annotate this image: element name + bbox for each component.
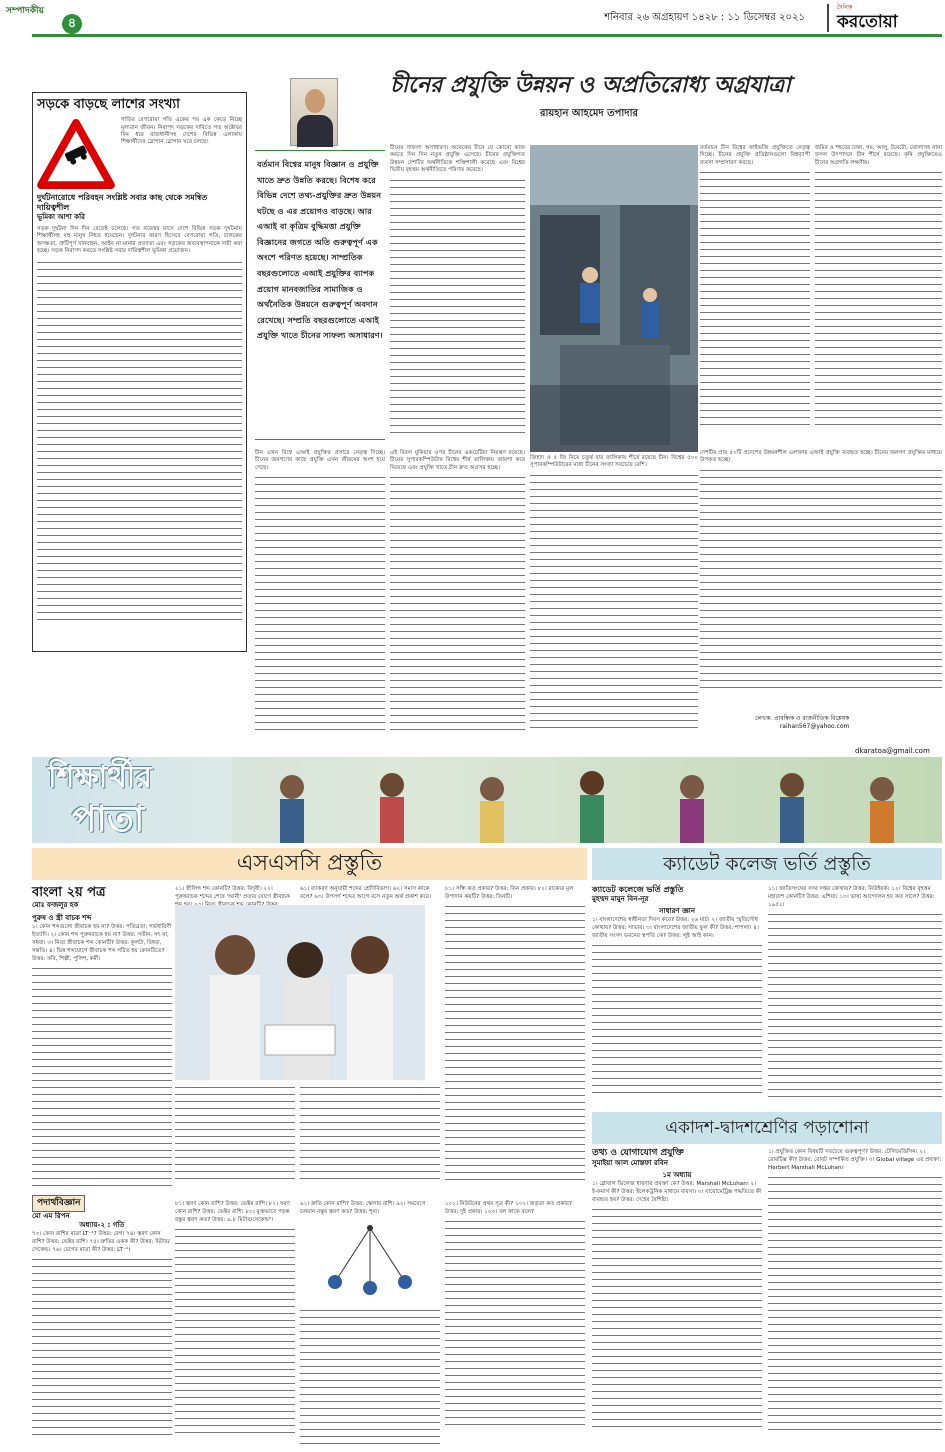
bangla-column: [32, 885, 172, 1195]
ssc-column-4: ৮১। সন্ধি কত প্রকার? উত্তর: তিন প্রকার। ৮২। বাক্যের মূল উপাদান কয়টি? উত্তর: তিনটি।: [445, 885, 585, 1195]
main-article-title: চীনের প্রযুক্তি উন্নয়ন ও অপ্রতিরোধ্য অগ্রযাত্রা: [390, 73, 791, 98]
page-header: [0, 0, 945, 38]
main-article-col-6: জিহাদ ও ৫ জি নিয়ে চতুর্থ বার তালিকায় শীর্ষে রয়েছে চীন। বিশ্বের ৫০০ সুপারকম্পিউটারের মধ্যে চীনের সংখ্যা সবচেয়ে বেশি।: [530, 455, 698, 745]
cadet-author: মুহম্মদ মামুন বিন-নূর: [592, 895, 649, 903]
hsc-subhead: তথ্য ও যোগাযোগ প্রযুক্তি: [592, 1148, 684, 1158]
students-photo: [175, 905, 425, 1080]
hsc-column: [592, 1148, 762, 1448]
banner-title-line-1: শিক্ষার্থীর: [48, 760, 152, 795]
banner-title-line-2: পাতা: [72, 798, 145, 840]
bangla-author: মোঃ ফজলুর হক: [32, 901, 79, 910]
cadet-qa: ১। বাংলাদেশের স্বাধীনতা দিবস কবে? উত্তর: ২৬ মার্চ। ২। জাতীয় স্মৃতিসৌধ কোথায়? উত্তর: সাভার। ৩। বাংলাদেশের জাতীয় ফুল কী? উত্তর: শাপলা। ৪। জাতীয় সংসদ ভবনের স্থপতি কে? উত্তর: লুই আই কান।: [592, 916, 759, 939]
author-coat: [297, 115, 333, 147]
bangla-subhead: পুরুষ ও স্ত্রী বাচক শব্দ: [32, 914, 92, 922]
physics-chapter: অধ্যায়-২ : গতি: [79, 1221, 125, 1229]
cadet-section: সাধারণ জ্ঞান: [658, 906, 696, 915]
cadet-subhead: ক্যাডেট কলেজে ভর্তি প্রস্তুতি: [592, 885, 684, 894]
main-article-col-4: জমির ও শহরের ঢাকা, গম, আলু, টমেটো, তোলাসহ নানা ফসল উৎপাদনে চীন শীর্ষে রয়েছে। কৃষি প্রযুক্তিতেও চীনের অগ্রগতি লক্ষণীয়।: [815, 145, 942, 445]
hsc-column-2: ১। প্রযুক্তির কোন বিষয়টি সবচেয়ে গুরুত্বপূর্ণ? উত্তর: টেলিমেডিসিন। ২। রোবটিক্স কী? উত্তর: রোবট সম্পর্কিত প্রযুক্তি। ৩। Global village এর প্রবক্তা: Herbert Marshall McLuhan।: [768, 1148, 942, 1448]
author-email: raihan567@yahoo.com: [779, 722, 850, 730]
main-article-col-5: চীন এখন বিশ্বে এআই প্রযুক্তির প্রসারে নেতৃত্ব দিচ্ছে। চীনের জনগণের কাছে প্রযুক্তি এখন জীবনের অংশ হয়ে গেছে।: [255, 450, 385, 745]
newspaper-logo: [827, 4, 937, 32]
date-line: শনিবার ২৬ অগ্রহায়ণ ১৪২৮ : ১১ ডিসেম্বর ২০২১: [604, 12, 805, 23]
hsc-author: সুমাইয়া আল মোস্তফা রবিন: [592, 1159, 668, 1168]
ssc-column-2-lower: [175, 1085, 295, 1195]
factory-photo: [530, 145, 698, 452]
road-article-lede: গাড়ির বেপরোয়া গতি একের পর এক কেড়ে নিচ্ছে মূল্যবান জীবন। নিরাপদ সড়কের দাবিতে গত অক্টোবর দিন ধরে রাজধানীসহ দেশের বিভিন্ন এলাকায় শিক্ষার্থীদের স্লোগান স্লোগান ঘরে চলছে।: [121, 117, 242, 146]
bangla-title: বাংলা ২য় পত্র: [32, 885, 106, 900]
header-rule: [32, 34, 942, 37]
main-article-author: রায়হান আহমেদ তপাদার: [540, 108, 638, 119]
pull-quote: বর্তমান বিশ্বের মানুষ বিজ্ঞান ও প্রযুক্তি খাতে দ্রুত উন্নতি করছে। বিশেষ করে বিভিন্ন দেশে তথ্য-প্রযুক্তির দ্রুত উন্নয়ন ঘটছে ও এর প্রয়োগও বাড়ছে। আর এআই বা কৃত্রিম বুদ্ধিমত্তা প্রযুক্তি বিজ্ঞানের জগতে অতি গুরুত্বপূর্ণ এক অংশে পরিণত হয়েছে। সাম্প্রতিক বছরগুলোতে এআই প্রযুক্তির ব্যাপক প্রয়োগ মানবজাতির সামাজিক ও অর্থনৈতিক উন্নয়নে গুরুত্বপূর্ণ অবদান রেখেছে। সম্প্রতি বছরগুলোতে এআই প্রযুক্তি খাতে চীনের সাফল্য অসাধারণ।: [255, 150, 385, 440]
hsc-chapter: ১ম অধ্যায়: [662, 1171, 692, 1179]
cadet-column: [592, 885, 762, 1110]
hsc-title-bar: একাদশ-দ্বাদশশ্রেণির পড়াশোনা: [592, 1112, 942, 1144]
road-article-body: সড়ক দুর্ঘটনা দিন দিন বেড়েই চলেছে। গত নভেম্বর মাসে দেশে বিভিন্ন সড়ক দুর্ঘটনায় শিক্ষার্থীসহ বহু মানুষ নিহত হয়েছেন। দুর্ঘটনার কারণ হিসেবে বেপরোয়া গতি, চালকের অদক্ষতা, ত্রুটিপূর্ণ যানবাহন, আইন না মানার প্রবণতা এবং সড়কের অব্যবস্থাপনাকে দায়ী করা হচ্ছে। সড়ক নিরাপদ করতে সংশ্লিষ্ট সবার দায়িত্বশীল ভূমিকা প্রয়োজন।: [37, 226, 242, 255]
section-vertical-label: সম্পাদকীয়: [6, 6, 44, 16]
road-article-subhead: দুর্ঘটনারোধে পরিবহন সংশ্লিষ্ট সবার কাছ থেকে সমন্বিত দায়িত্বশীল: [37, 193, 208, 213]
bangla-qa: ১। কোন শব্দগুলো স্ত্রীবাচক হয় না? উত্তর: পতিব্রতা; গর্ভধারিণী ইত্যাদি। ২। কোন শব্দ পুরুষবাচক হয় না? উত্তর: সতীন, সৎ মা, সধবা। ৩। নিত্য স্ত্রীবাচক শব্দ কোনটি? উত্তর: কুলটা, বিধবা, সন্ততি। ৪। ভিন্ন শব্দযোগে স্ত্রীবাচক শব্দ গঠিত হয় কোনটিতে? উত্তর: কবি, শিল্পী, পুলিশ, কর্মী।: [32, 923, 172, 963]
ssc-column-3: ৬১। ব্যাকরণ অনুযায়ী শব্দের শ্রেণিবিভাগ। ৬২। সমাস কাকে বলে? ৬৩। উপসর্গ শব্দের আগে বসে নতুন অর্থ প্রকাশ করে।: [300, 886, 431, 901]
pendulum-diagram-icon: [315, 1222, 425, 1302]
main-article-col-3: বর্তমানে চীন বিশ্বের ফাইভজি প্রযুক্তিতে নেতৃত্ব দিচ্ছে। চীনের প্রযুক্তি প্রতিষ্ঠানগুলো বিশ্বব্যাপী ব্যবসা সম্প্রসারণ করছে।: [700, 145, 810, 445]
road-article-subhead-2: ভূমিকা আশা করি: [37, 213, 85, 222]
cadet-title-bar: ক্যাডেট কলেজ ভর্তি প্রস্তুতি: [592, 848, 942, 880]
main-article-col-1: চীনের সাফল্য অসাধারণ। অনেকের চীনে যে কোনো কাজ করতে দিন দিন নতুন প্রযুক্তি এসেছে। চীনের প্রযুক্তিগত উন্নয়ন দেশটির অর্থনীতিকে শক্তিশালী করেছে এবং বিশ্বের দ্বিতীয় বৃহত্তম অর্থনীতিতে পরিণত করেছে।: [390, 145, 525, 445]
author-signature: লেখক: প্রাবন্ধিক ও রাজনীতিক বিশ্লেষক raihan567@yahoo.com: [755, 715, 850, 730]
students-banner-photo: [232, 757, 942, 843]
physics-column-4: ১০১। নিউটনের প্রথম সূত্র কী? ১০২। জড়তা কত প্রকার? উত্তর: দুই প্রকার। ১০৩। বল কাকে বলে?: [445, 1200, 585, 1450]
road-article-title: সড়কে বাড়ছে লাশের সংখ্যা: [37, 97, 180, 112]
author-photo: [290, 78, 338, 146]
logo-text: করতোয়া: [837, 11, 898, 32]
road-article: [32, 92, 247, 652]
newspaper-email: dkaratoa@gmail.com: [855, 747, 930, 755]
physics-column: [32, 1195, 172, 1450]
author-face: [305, 89, 325, 113]
ssc-title-bar: এসএসসি প্রস্তুতি: [32, 848, 587, 880]
physics-author: মো এম রিপন: [32, 1212, 70, 1221]
student-page-banner: [32, 757, 942, 843]
road-article-text-block: [37, 260, 242, 620]
physics-title: পদার্থবিজ্ঞান: [32, 1195, 85, 1212]
ssc-column-2: ২১। স্ত্রীলিঙ্গ শব্দ কোনটি? উত্তর: বিদূষী। ২২। পুরুষবাচক শব্দের শেষে 'আনী' প্রত্যয় যোগে স্ত্রীবাচক: [175, 886, 290, 901]
page-number: ৪: [62, 14, 82, 34]
main-article-col-7: দেশটির প্রায় ৫০টি প্রদেশের উন্নয়নশীল এলাকায় এআই প্রযুক্তি ব্যবহৃত হচ্ছে। চীনের জনগণ প্রযুক্তির মাধ্যমে উপকৃত হচ্ছে।: [700, 450, 942, 710]
physics-qa: ৭৩। কোন রাশির মাত্রা LT⁻¹? উত্তর: বেগ। ৭৪। ত্বরণ কোন রাশি? উত্তর: ভেক্টর রাশি। ৭৫। দ্রুতির একক কী? উত্তর: মিটার/সেকেন্ড। ৭৬। বেগের মাত্রা কী? উত্তর: LT⁻¹।: [32, 1230, 170, 1253]
physics-column-2: ৮১। ত্বরণ কোন রাশি? উত্তর: ভেক্টর রাশি। ৮২। সরণ কোন রাশি? উত্তর: ভেক্টর রাশি। ৮৩। মুক্তভাবে পড়ন্ত বস্তুর ত্বরণ কত? উত্তর: ৯.৮ মিটার/সেকেন্ড²।: [175, 1200, 295, 1450]
logo-small: দৈনিক: [837, 4, 853, 11]
hsc-qa: ১। গ্লোবাল ভিলেজ ধারণার প্রবক্তা কে? উত্তর: Marshall McLuhan। ২। ই-কমার্স কী? উত্তর: ইলেকট্রনিক মাধ্যমে ব্যবসা। ৩। বায়োমেট্রিক্স পদ্ধতিতে কী ব্যবহৃত হয়? উত্তর: দেহের বৈশিষ্ট্য।: [592, 1180, 762, 1203]
main-article-col-2: এই বিরল মুকিয়ার ওপর চীনের একচেটিয়া নিয়ন্ত্রণ রয়েছে। চীনের সুপারকম্পিউটার বিশ্বের শীর্ষ তালিকায় জায়গা করে নিয়েছে এবং প্রযুক্তি খাতে চীন দ্রুত অগ্রসর হচ্ছে।: [390, 450, 525, 745]
cadet-column-2: ১১। জাতিসংঘের সদর দপ্তর কোথায়? উত্তর: নিউইয়র্ক। ১২। বিশ্বের বৃহত্তম মহাদেশ কোনটি? উত্তর: এশিয়া। ১৩। ভাষা আন্দোলন হয় কত সালে? উত্তর: ১৯৫২।: [768, 885, 942, 1110]
physics-column-3: ৯১। দ্রুতি কোন রাশি? উত্তর: স্কেলার রাশি। ৯২। সমবেগে চলমান বস্তুর ত্বরণ কত? উত্তর: শূন্য।: [300, 1200, 440, 1450]
ssc-column-3-lower: [300, 1085, 440, 1195]
warning-sign-icon: [37, 119, 115, 189]
